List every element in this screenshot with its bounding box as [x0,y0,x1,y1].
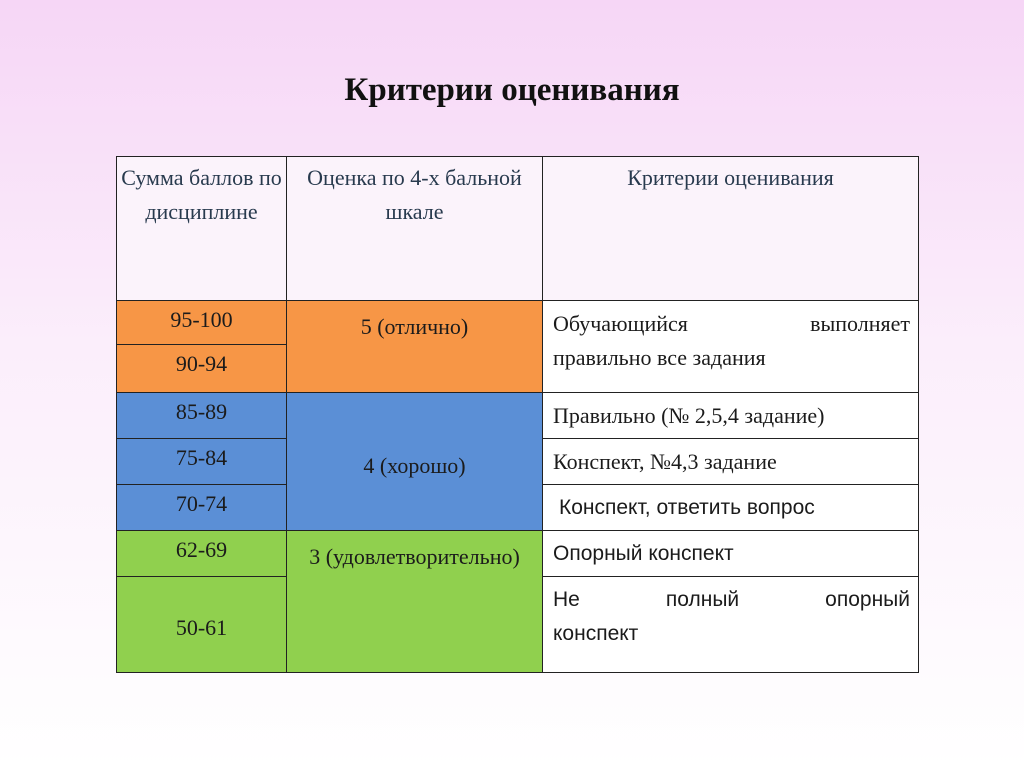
score-cell: 90-94 [117,345,287,393]
criteria-sat-1: Опорный конспект [543,531,919,577]
criteria-good-1: Правильно (№ 2,5,4 задание) [543,393,919,439]
criteria-good-3: Конспект, ответить вопрос [543,485,919,531]
grading-criteria-table [116,156,919,673]
table-header-row [117,157,919,301]
score-cell: 70-74 [117,485,287,531]
grade-good: 4 (хорошо) [287,393,543,531]
criteria-text: правильно все задания [553,345,766,370]
criteria-text: Обучающийся выполняет [553,311,910,336]
criteria-sat-2 [543,577,919,673]
score-cell: 95-100 [117,301,287,345]
header-criteria: Критерии оценивания [543,157,919,301]
table-row [117,301,919,345]
header-grade-scale: Оценка по 4-х бальной шкале [287,157,543,301]
grade-satisfactory: 3 (удовлетворительно) [287,531,543,673]
score-cell: 85-89 [117,393,287,439]
criteria-excellent [543,301,919,393]
score-cell: 50-61 [117,577,287,673]
table-row [117,531,919,577]
grade-excellent: 5 (отлично) [287,301,543,393]
score-cell: 75-84 [117,439,287,485]
criteria-text: конспект [553,622,639,645]
criteria-good-2: Конспект, №4,3 задание [543,439,919,485]
header-score-sum: Сумма баллов по дисциплине [117,157,287,301]
criteria-text: Не полный опорный [553,588,910,611]
score-cell: 62-69 [117,531,287,577]
table-row [117,393,919,439]
page-title: Критерии оценивания [344,72,680,108]
